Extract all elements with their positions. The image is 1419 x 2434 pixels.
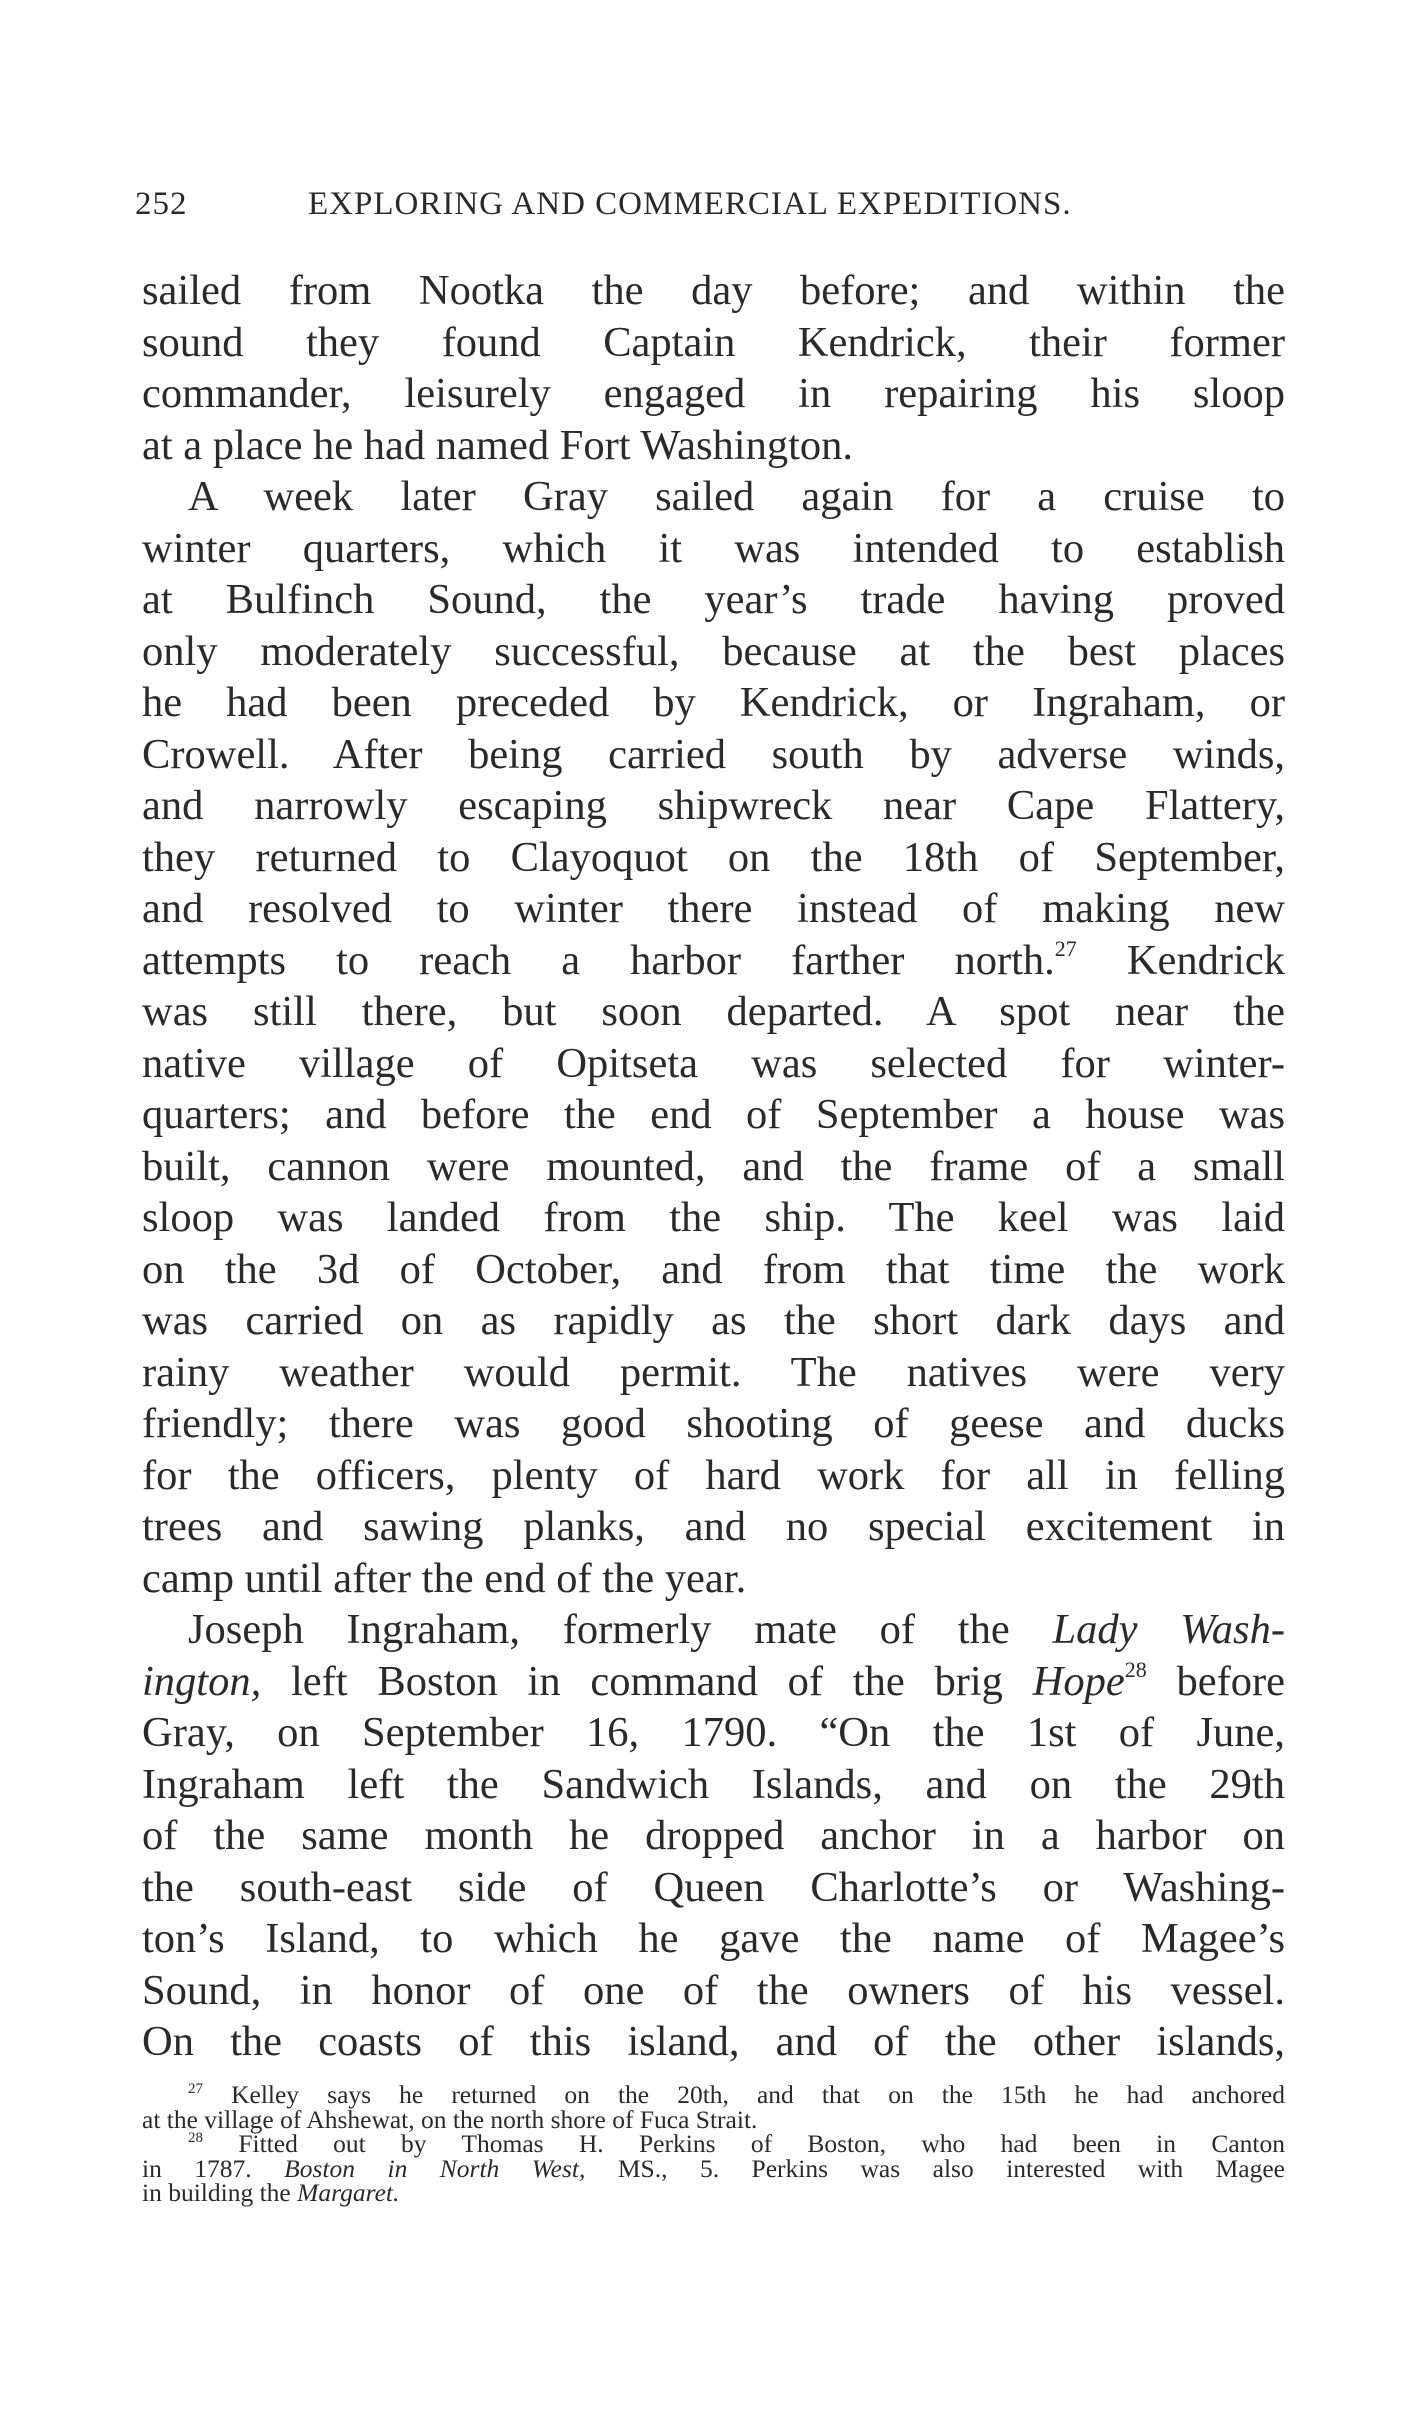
body-text: [142, 265, 1285, 2068]
text-line: Ingraham left the Sandwich Islands, and on the 29th: [142, 1760, 1285, 1808]
text-line: Gray, on September 16, 1790. “On the 1st of June,: [142, 1709, 1285, 1756]
footnote-27: [142, 2080, 1285, 2109]
text-line: sloop was landed from the ship. The keel was laid: [142, 1194, 1285, 1241]
text-line: they returned to Clayoquot on the 18th of September,: [142, 833, 1285, 881]
text-run: MS., 5. Perkins was also interested with Magee: [585, 2153, 1285, 2183]
footnote-mark: 27: [188, 2081, 203, 2097]
text-run: in 1787.: [142, 2153, 285, 2183]
text-line: the south-east side of Queen Charlotte’s or Washing-: [142, 1863, 1285, 1911]
ship-name: Hope: [1032, 1657, 1125, 1705]
text-line: he had been preceded by Kendrick, or Ingraham, or: [142, 679, 1285, 726]
footnote-ref: 28: [1124, 1656, 1147, 1682]
running-title: EXPLORING AND COMMERCIAL EXPEDITIONS.: [308, 186, 1072, 222]
text-run: attempts to reach a harbor farther north.: [142, 936, 1055, 984]
text-line: sound they found Captain Kendrick, their former: [142, 318, 1285, 366]
text-line: rainy weather would permit. The natives were very: [142, 1348, 1285, 1396]
text-run: before: [1146, 1657, 1285, 1705]
text-line: Sound, in honor of one of the owners of his vessel.: [142, 1966, 1285, 2014]
footnote-line: at the village of Ahshewat, on the north shore of Fuca Strait.: [142, 2104, 758, 2134]
paragraph-start: [142, 1604, 1285, 1656]
text-line: was still there, but soon departed. A spot near the: [142, 988, 1285, 1035]
text-line: [142, 935, 1285, 987]
text-line: and narrowly escaping shipwreck near Cape Flattery,: [142, 782, 1285, 829]
text-line: of the same month he dropped anchor in a harbor on: [142, 1812, 1285, 1859]
text-line: quarters; and before the end of September a house was: [142, 1091, 1285, 1138]
paragraph-start: A week later Gray sailed again for a cruise to: [188, 473, 1285, 520]
text-line: native village of Opitseta was selected for winter-: [142, 1039, 1285, 1087]
footnotes: [142, 2080, 1285, 2207]
text-line: built, cannon were mounted, and the frame of a small: [142, 1142, 1285, 1190]
text-line: commander, leisurely engaged in repairing his sloop: [142, 370, 1285, 417]
text-run: left Boston in command of the brig: [261, 1657, 1033, 1705]
page-number: 252: [135, 186, 188, 222]
text-line: Crowell. After being carried south by adverse winds,: [142, 730, 1285, 778]
text-line: sailed from Nootka the day before; and within the: [142, 267, 1285, 314]
text-line: and resolved to winter there instead of making new: [142, 885, 1285, 932]
text-run: Joseph Ingraham, formerly mate of the: [188, 1606, 1053, 1653]
text-line: [142, 1656, 1285, 1708]
text-line: On the coasts of this island, and of the other islands,: [142, 2018, 1285, 2065]
text-run: in building the: [142, 2178, 298, 2207]
ship-name: Margaret.: [297, 2178, 400, 2207]
footnote-line: [142, 2178, 1285, 2207]
ship-name: ington,: [142, 1657, 262, 1705]
text-run: Fitted out by Thomas H. Perkins of Boston, who had been in Canton: [203, 2129, 1285, 2158]
text-line: at a place he had named Fort Washington.: [142, 421, 854, 469]
text-line: trees and sawing planks, and no special excitement in: [142, 1503, 1285, 1550]
text-run: Kendrick: [1076, 936, 1285, 984]
footnote-mark: 28: [188, 2130, 203, 2146]
ship-name: Lady Wash-: [1052, 1606, 1285, 1653]
text-line: ton’s Island, to which he gave the name of Magee’s: [142, 1915, 1285, 1962]
source-title: Boston in North West,: [284, 2153, 586, 2183]
text-line: friendly; there was good shooting of geese and ducks: [142, 1400, 1285, 1447]
text-line: was carried on as rapidly as the short dark days and: [142, 1297, 1285, 1344]
text-line: for the officers, plenty of hard work for all in felling: [142, 1451, 1285, 1499]
text-line: winter quarters, which it was intended to establish: [142, 524, 1285, 572]
text-run: Kelley says he returned on the 20th, and that on the 15th he had anchored: [203, 2080, 1285, 2109]
text-line: on the 3d of October, and from that time the work: [142, 1245, 1285, 1293]
text-line: only moderately successful, because at the best places: [142, 627, 1285, 675]
text-line: at Bulfinch Sound, the year’s trade having proved: [142, 576, 1285, 623]
footnote-ref: 27: [1054, 935, 1077, 961]
text-line: camp until after the end of the year.: [142, 1554, 747, 1602]
